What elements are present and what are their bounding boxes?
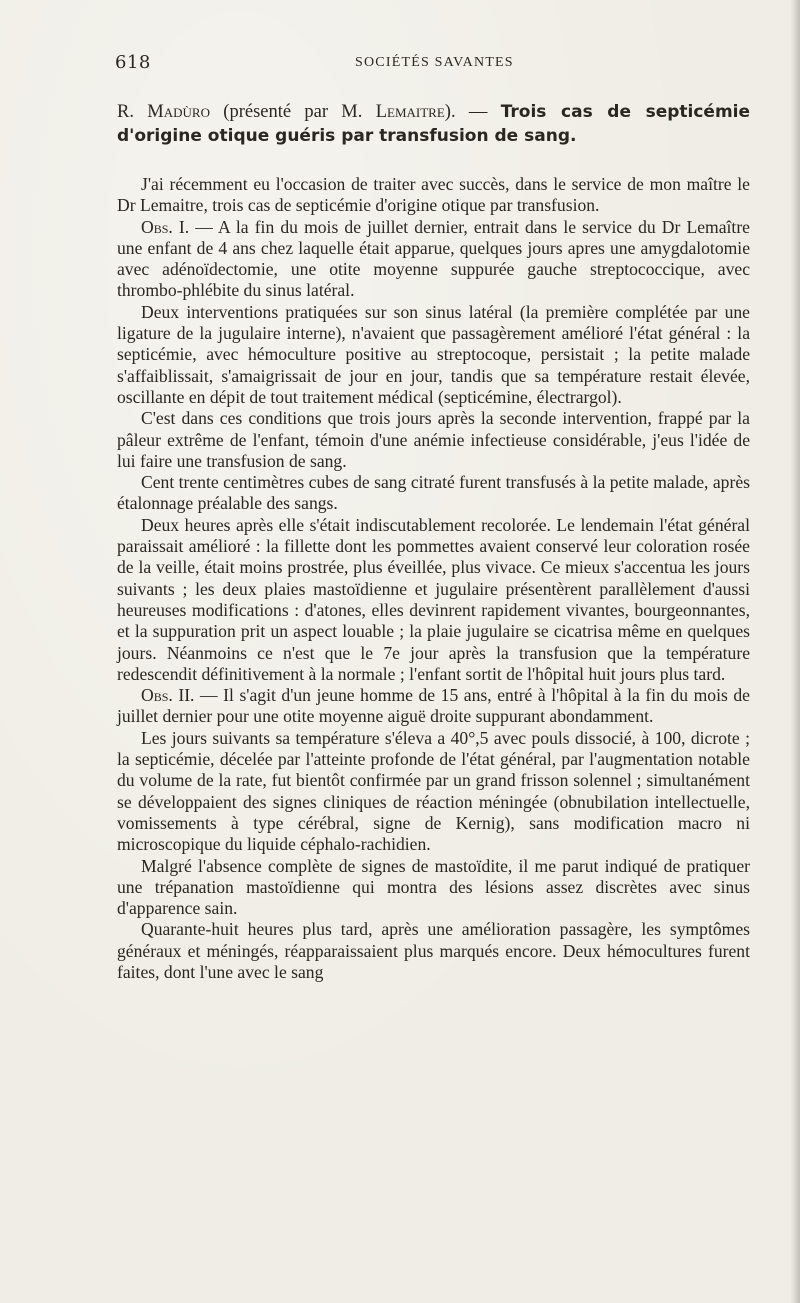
paragraph-text: Quarante-huit heures plus tard, après une amélioration passagère, les symptômes généraux et méningés, réapparaissaient plus marqués encore. Deux hémocultures furent faites, dont l'une avec le sang [117, 919, 750, 982]
presented-by: (présenté par M. [223, 102, 363, 122]
page-edge-shadow [790, 0, 800, 1303]
article-heading [117, 100, 750, 148]
paragraph-text: Deux interventions pratiquées sur son sinus latéral (la première complétée par une ligature de la jugulaire interne), n'avaient que passagèrement amélioré l'état général : la septicémie, avec hémoculture positive au streptocoque, persistait ; la petite malade s'affaiblissait, s'amaigrissait de jour en jour, tandis que sa température restait élevée, oscillante en dépit de tout traitement médical (septicémine, électrargol). [117, 301, 750, 407]
author-name: Madùro [147, 102, 210, 122]
paragraph-text: C'est dans ces conditions que trois jours après la seconde intervention, frappé par la pâleur extrême de l'enfant, témoin d'une anémie infectieuse considérable, j'eus l'idée de lui faire une transfusion de sang. [117, 408, 750, 471]
paragraph [117, 919, 750, 983]
author-initial: R. [117, 102, 134, 122]
presenter-name: Lemaitre [375, 102, 445, 122]
paragraph [117, 472, 750, 515]
paragraph [117, 302, 750, 408]
paragraph-text: — A la fin du mois de juillet dernier, entrait dans le service du Dr Lemaître une enfant de 4 ans chez laquelle était apparue, quelques jours apres une amygdalotomie avec adénoïdectomie, une otite moyenne suppurée gauche streptococcique, avec thrombo-phlébite du sinus latéral. [117, 216, 750, 301]
paragraph-text: J'ai récemment eu l'occasion de traiter avec succès, dans le service de mon maître le Dr Lemaitre, trois cas de septicémie d'origine otique par transfusion. [117, 174, 750, 216]
presented-close: ). — [444, 102, 488, 122]
article-title: Trois cas de septicémie d'origine otique guéris par transfusion de sang. [117, 102, 751, 146]
paragraph-text: Les jours suivants sa température s'éleva a 40°,5 avec pouls dissocié, à 100, dicrote ; la septicémie, décelée par l'atteinte profonde de l'état général, par l'augmentation notable du volume de la rate, fut bientôt confirmée par un grand frisson solennel ; simultanément se développaient des signes cliniques de réaction méningée (obnubilation intellectuelle, vomissements à type cérébral, signe de Kernig), sans modification macro ni microscopique du liquide céphalo-rachidien. [117, 727, 750, 855]
observation-label: Obs. I. [141, 216, 190, 237]
article-body [117, 174, 750, 983]
paragraph [117, 728, 750, 856]
article [117, 100, 750, 983]
observation-label: Obs. II. [141, 685, 195, 706]
running-title: SOCIÉTÉS SAVANTES [355, 55, 514, 70]
paragraph-text: — Il s'agit d'un jeune homme de 15 ans, entré à l'hôpital à la fin du mois de juillet dernier pour une otite moyenne aiguë droite suppurant abondamment. [117, 685, 750, 727]
paragraph [117, 408, 750, 472]
paragraph-text: Deux heures après elle s'était indiscutablement recolorée. Le lendemain l'état général paraissait amélioré : la fillette dont les pommettes avaient conservé leur coloration rosée de la veille, était moins prostrée, plus éveillée, plus vivace. Ce mieux s'accentua les jours suivants ; les deux plaies mastoïdienne et jugulaire présentèrent parallèlement d'aussi heureuses modifications : d'atones, elles devinrent rapidement vivantes, bourgeonnantes, et la suppuration prit un aspect louable ; la plaie jugulaire se cicatrisa même en quelques jours. Néanmoins ce n'est que le 7e jour après la transfusion que la température redescendit définitivement à la normale ; l'enfant sortit de l'hôpital huit jours plus tard. [117, 514, 750, 684]
paragraph [117, 856, 750, 920]
paragraph [117, 685, 750, 728]
paragraph [117, 174, 750, 217]
paragraph [117, 217, 750, 302]
page-number: 618 [115, 52, 151, 73]
paragraph-text: Cent trente centimètres cubes de sang citraté furent transfusés à la petite malade, après étalonnage préalable des sangs. [117, 472, 750, 514]
paragraph-text: Malgré l'absence complète de signes de mastoïdite, il me parut indiqué de pratiquer une trépanation mastoïdienne qui montra des lésions assez discrètes avec sinus d'apparence sain. [117, 855, 750, 919]
running-header [115, 52, 755, 72]
paragraph [117, 515, 750, 685]
